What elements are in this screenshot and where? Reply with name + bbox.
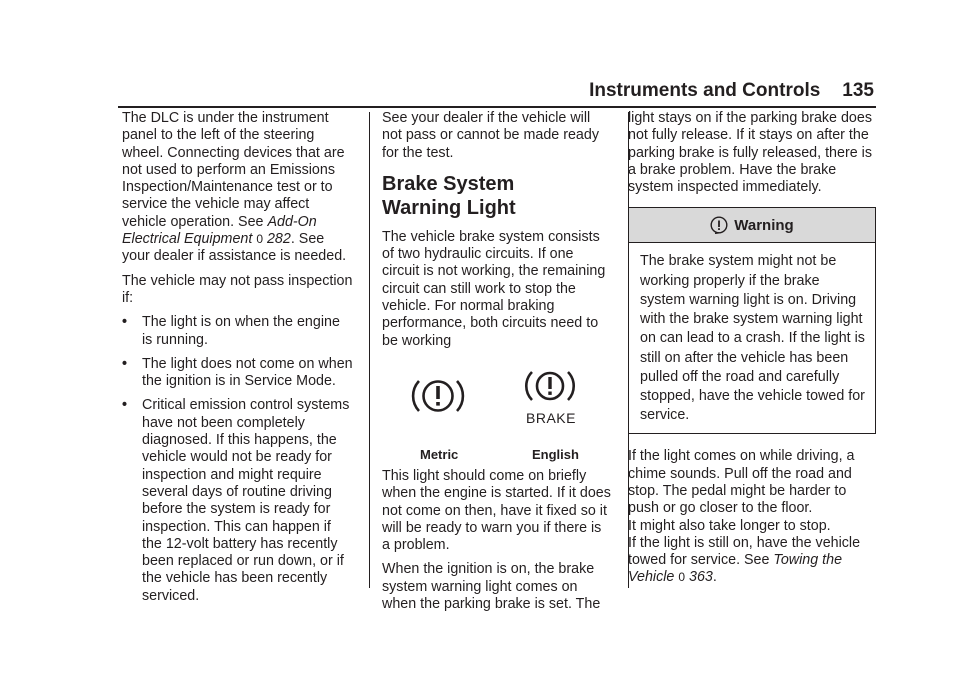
paragraph: See your dealer if the vehicle will not pass or cannot be made ready for the test. — [382, 110, 599, 161]
column-divider — [369, 112, 370, 588]
page-number: 135 — [842, 80, 874, 101]
english-caption: English — [532, 446, 579, 462]
list-item: • Critical emission control systems have not been completely diagnosed. If this happens, the vehicle would not be ready for inspection and might require several days of routine driving before the system is ready for inspection. This can happen if the 12-volt battery has recently been replaced or run down, or if the vehicle has been recently serviced. — [122, 397, 350, 604]
cross-reference-page[interactable]: 282 — [266, 231, 291, 248]
column-1 — [122, 110, 354, 612]
paragraph: It might also take longer to stop. — [628, 517, 831, 534]
column-3 — [628, 110, 876, 594]
paragraph: light stays on if the parking brake does not fully release. If it stays on after the parking brake is fully released, there is a brake problem. Have the brake system inspected immediately. — [628, 110, 872, 196]
paragraph: When the ignition is on, the brake system warning light comes on when the parking brake is set. The — [382, 561, 601, 613]
paragraph: If the light is still on, have the vehicle towed for service. See Towing the Vehicle 0 363. — [628, 534, 861, 586]
warning-icon — [710, 216, 728, 234]
metric-caption: Metric — [420, 446, 459, 462]
warning-title: Warning — [734, 216, 794, 234]
list-item: • The light does not come on when the ignition is in Service Mode. — [122, 355, 353, 390]
warning-box — [628, 207, 876, 434]
cross-reference-link[interactable]: Towing the Vehicle — [628, 552, 843, 586]
paragraph: The vehicle brake system consists of two hydraulic circuits. If one circuit is not working, the remaining circuit can still work to stop the vehicle. For normal braking performance, both circuits need to be working — [382, 228, 606, 349]
header-rule — [118, 106, 876, 108]
paragraph: The vehicle may not pass inspection if: — [122, 272, 353, 306]
brake-warning-english-icon — [524, 366, 576, 406]
warning-header — [629, 208, 875, 243]
page-ref-icon: 0 — [678, 570, 686, 585]
section-heading: Brake System Warning Light — [382, 172, 516, 219]
brake-label: BRAKE — [526, 409, 576, 426]
bullet-icon: • — [122, 355, 128, 372]
paragraph: If the light comes on while driving, a chime sounds. Pull off the road and stop. The pedal might be harder to push or go closer to the floor. — [628, 448, 855, 517]
paragraph: The DLC is under the instrument panel to the left of the steering wheel. Connecting devices that are not used to perform an Emissions Inspection/Maintenance test or to service the vehicle may affect vehicle operation. See Add-On Electrical Equipment 0 282. See your dealer if assistance is needed. — [122, 110, 347, 265]
section-title: Instruments and Controls — [589, 80, 821, 101]
cross-reference-page[interactable]: 363 — [689, 569, 713, 586]
column-2 — [382, 110, 612, 620]
paragraph: This light should come on briefly when the engine is started. If it does not come on then, have it fixed so it will be ready to warn you if there is a problem. — [382, 467, 611, 554]
warning-light-symbols — [382, 366, 612, 462]
brake-warning-metric-icon — [410, 374, 466, 418]
warning-body: The brake system might not be working properly if the brake system warning light is on. Driving with the brake system warning light on can lead to a crash. If the light is still on after the vehicle has been pulled off the road and carefully stopped, have the vehicle towed for service. — [640, 253, 865, 424]
page-header — [589, 80, 874, 102]
bullet-icon: • — [122, 397, 128, 414]
list-item: • The light is on when the engine is running. — [122, 314, 340, 348]
bullet-icon: • — [122, 314, 128, 331]
cross-reference-link[interactable]: Add-On Electrical Equipment — [122, 213, 317, 248]
page-ref-icon: 0 — [256, 232, 263, 247]
